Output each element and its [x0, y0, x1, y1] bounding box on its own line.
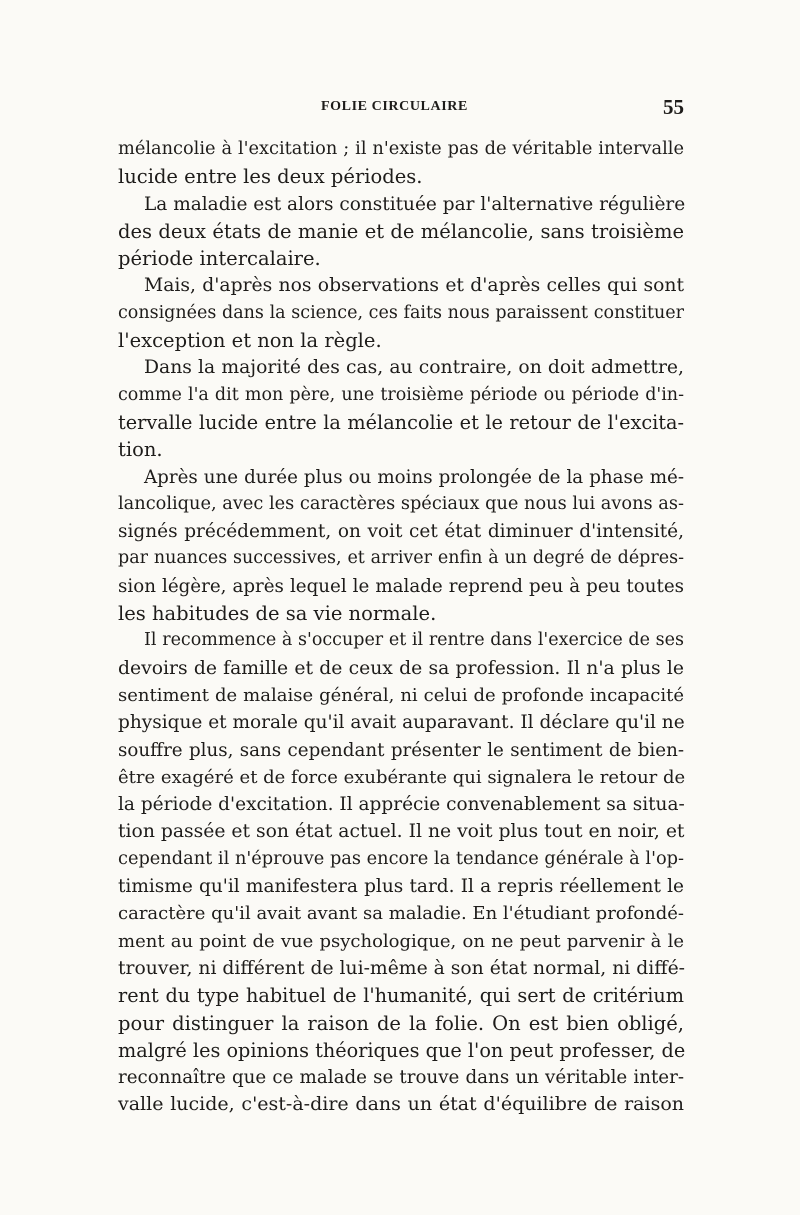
text-line: des deux états de manie et de mélancolie, sans troisième — [118, 219, 684, 243]
text-line: souffre plus, sans cependant présenter le sentiment de bien- — [118, 739, 684, 761]
text-line: pour distinguer la raison de la folie. On est bien obligé, — [118, 1011, 684, 1035]
text-line: comme l'a dit mon père, une troisième période ou période d'in- — [118, 384, 684, 405]
text-line: mélancolie à l'excitation ; il n'existe pas de véritable intervalle — [118, 139, 684, 159]
text-line: Mais, d'après nos observations et d'après celles qui sont — [144, 275, 684, 297]
text-line: rent du type habituel de l'humanité, qui sert de critérium — [118, 984, 684, 1008]
text-line: Il recommence à s'occuper et il rentre dans l'exercice de ses — [144, 630, 684, 651]
text-line: les habitudes de sa vie normale. — [118, 602, 437, 626]
text-line: timisme qu'il manifestera plus tard. Il a repris réellement le — [118, 876, 684, 898]
text-line: tervalle lucide entre la mélancolie et le retour de l'excita- — [118, 410, 684, 434]
text-line: valle lucide, c'est-à-dire dans un état d'équilibre de raison — [118, 1093, 684, 1116]
text-line: tion. — [118, 438, 163, 462]
text-line: par nuances successives, et arriver enfin à un degré de dépres- — [118, 548, 684, 569]
text-line: la période d'excitation. Il apprécie convenablement sa situa- — [118, 794, 685, 816]
text-line: Dans la majorité des cas, au contraire, on doit admettre, — [144, 357, 684, 379]
text-line: reconnaître que ce malade se trouve dans un véritable inter- — [118, 1067, 684, 1089]
text-line: La maladie est alors constituée par l'alternative régulière — [144, 193, 686, 215]
text-line: ment au point de vue psychologique, on ne peut parvenir à le — [118, 930, 684, 952]
text-line: caractère qu'il avait avant sa maladie. En l'étudiant profondé- — [118, 903, 684, 925]
page-number: 55 — [663, 95, 684, 119]
text-line: Après une durée plus ou moins prolongée de la phase mé- — [144, 466, 684, 488]
text-line: trouver, ni différent de lui-même à son état normal, ni diffé- — [118, 957, 686, 979]
text-line: malgré les opinions théoriques que l'on peut professer, de — [118, 1038, 686, 1062]
text-line: lucide entre les deux périodes. — [118, 165, 423, 189]
text-line: signés précédemment, on voit cet état diminuer d'intensité, — [118, 521, 684, 543]
text-line: sentiment de malaise général, ni celui de profonde incapacité — [118, 684, 684, 706]
text-line: consignées dans la science, ces faits nous paraissent constituer — [118, 302, 684, 323]
text-line: cependant il n'éprouve pas encore la tendance générale à l'op- — [118, 848, 684, 869]
body-text — [118, 136, 684, 1119]
text-line: être exagéré et de force exubérante qui signalera le retour de — [118, 766, 686, 788]
text-line: l'exception et non la règle. — [118, 329, 382, 353]
text-line: physique et morale qu'il avait auparavant. Il déclare qu'il ne — [118, 712, 685, 734]
running-title: FOLIE CIRCULAIRE — [321, 99, 468, 114]
text-line: sion légère, après lequel le malade reprend peu à peu toutes — [118, 575, 684, 597]
text-line: tion passée et son état actuel. Il ne voit plus tout en noir, et — [118, 821, 685, 843]
text-line: période intercalaire. — [118, 247, 321, 271]
page-header — [118, 95, 684, 119]
text-line: devoirs de famille et de ceux de sa profession. Il n'a plus le — [118, 657, 684, 679]
text-line: lancolique, avec les caractères spéciaux que nous lui avons as- — [118, 493, 684, 514]
